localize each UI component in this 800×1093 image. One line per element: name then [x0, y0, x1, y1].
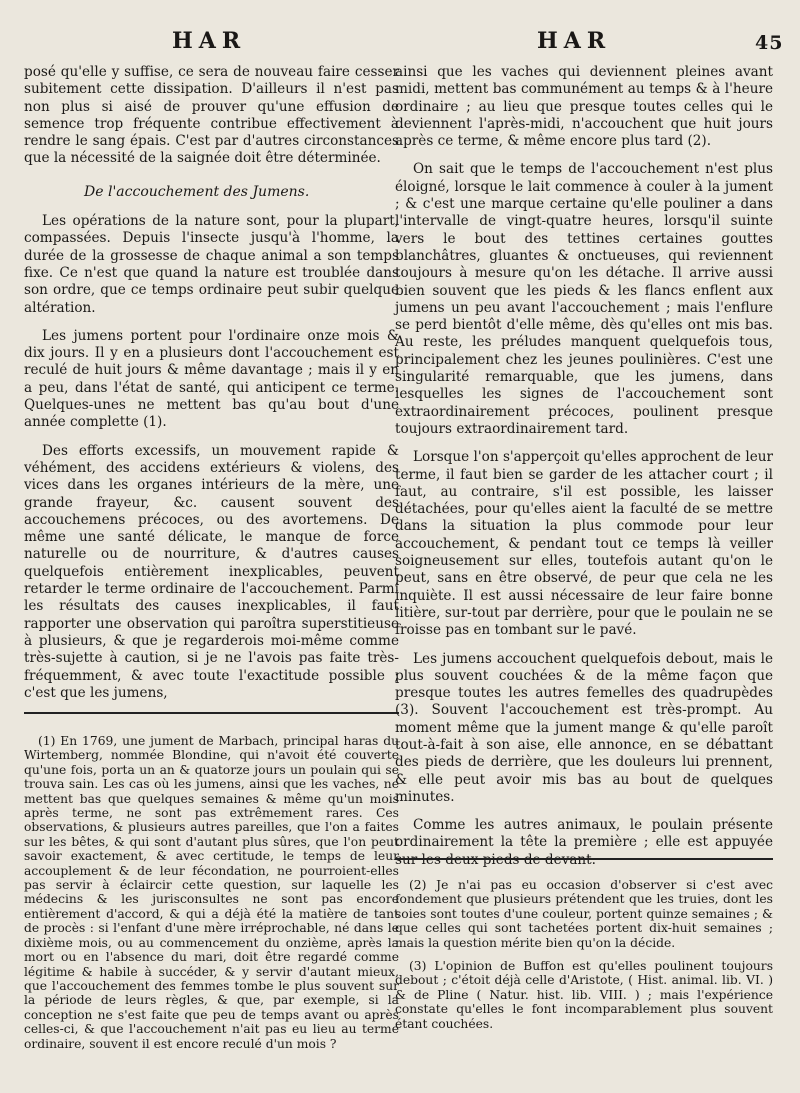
- paragraph: Lorsque l'on s'apperçoit qu'elles approchent de leur terme, il faut bien se garder de les attacher court ; il faut, au contraire, s'il est possible, les laisser détachées, pour qu'elles aient la faculté de se mettre dans la situation la plus commode pour leur accouchement, & pendant tout ce temps là veiller soigneusement sur elles, toutefois autant qu'on le peut, sans en être observé, de peur que cela ne les inquiète. Il est aussi nécessaire de leur faire bonne litière, sur-tout par derrière, pour que le poulain ne se froisse pas en tombant sur le pavé.: [395, 449, 773, 639]
- right-footnotes: [395, 858, 773, 1031]
- footnote-1: (1) En 1769, une jument de Marbach, principal haras du Wirtemberg, nommée Blondine, qui n'avoit été couverte qu'une fois, porta un an & quatorze jours un poulain qui se trouva sain. Les cas où les jumens, ainsi que les vaches, ne mettent bas que quelques semaines & même qu'un mois après terme, ne sont pas extrêmement rares. Ces observations, & plusieurs autres pareilles, que l'on a faites sur les bêtes, & qui sont d'autant plus sûres, que l'on peut savoir exactement, & avec certitude, le temps de leur accouplement & de leur fécondation, ne pourroient-elles pas servir à éclaircir cette question, sur laquelle les médecins & les jurisconsultes ne sont pas encore entièrement d'accord, & qui a déjà été la matière de tant de procès : si l'enfant d'une mère irréprochable, né dans le dixième mois, ou au commencement du onzième, après la mort ou en l'absence du mari, doit être regardé comme légitime & habile à succéder, & y servir d'autant mieux, que l'accouchement des femmes tombe le plus souvent sur la période de leurs règles, & que, par exemple, si la conception ne s'est faite que peu de temps avant ou après celles-ci, & que l'accouchement n'ait pas eu lieu au terme ordinaire, souvent il est encore reculé d'un mois ?: [24, 734, 399, 1051]
- paragraph: ainsi que les vaches qui deviennent pleines avant midi, mettent bas communément au temps & à l'heure ordinaire ; au lieu que presque toutes celles qui le deviennent l'après-midi, n'accouchent que huit jours après ce terme, & même encore plus tard (2).: [395, 64, 773, 150]
- paragraph: posé qu'elle y suffise, ce sera de nouveau faire cesser subitement cette dissipation. D'ailleurs il n'est pas non plus si aisé de prouver qu'une effusion de semence trop fréquente contribue effectivement à rendre le sang épais. C'est par d'autres circonstances que la nécessité de la saignée doit être déterminée.: [24, 64, 399, 167]
- paragraph: Des efforts excessifs, un mouvement rapide & véhément, des accidens extérieurs & violens, des vices dans les organes intérieurs de la mère, une grande frayeur, &c. causent souvent des accouchemens précoces, ou des avortemens. De même une santé délicate, le manque de force naturelle ou de nourriture, & d'autres causes quelquefois entièrement inexplicables, peuvent retarder le terme ordinaire de l'accouchement. Parmi les résultats des causes inexplicables, il faut rapporter une observation qui paroîtra superstitieuse à plusieurs, & que je regarderois moi-même comme très-sujette à caution, si je ne l'avois pas faite très-fréquemment, & avec toute l'exactitude possible ; c'est que les jumens,: [24, 442, 399, 701]
- footnote-3: (3) L'opinion de Buffon est qu'elles poulinent toujours debout ; c'étoit déjà celle d'Aristote, ( Hist. animal. lib. VI. ) & de Pline ( Natur. hist. lib. VIII. ) ; mais l'expérience constate qu'elles le font incomparablement plus souvent étant couchées.: [395, 959, 773, 1031]
- right-column: [395, 64, 773, 869]
- running-head-left: HAR: [172, 28, 247, 54]
- footnote-2: (2) Je n'ai pas eu occasion d'observer si c'est avec fondement que plusieurs prétendent que les truies, dont les soies sont toutes d'une couleur, portent quinze semaines ; & que celles qui sont tachetées portent dix-huit semaines ; mais la question mérite bien qu'on la décide.: [395, 878, 773, 950]
- paragraph: Comme les autres animaux, le poulain présente ordinairement la tête la première ; elle est appuyée sur les deux pieds de devant.: [395, 817, 773, 868]
- paragraph: On sait que le temps de l'accouchement n'est plus éloigné, lorsque le lait commence à couler à la jument ; & c'est une marque certaine qu'elle pouliner a dans l'intervalle de vingt-quatre heures, lorsqu'il suinte vers le bout des tettines certaines gouttes blanchâtres, gluantes & onctueuses, qui reviennent toujours à mesure qu'on les détache. Il arrive aussi bien souvent que les pieds & les flancs enflent aux jumens un peu avant l'accouchement ; mais l'enflure se perd bientôt d'elle même, dès qu'elles ont mis bas. Au reste, les préludes manquent quelquefois tous, principalement chez les jeunes poulinières. C'est une singularité remarquable, que les jumens, dans lesquelles les signes de l'accouchement sont extraordinairement précoces, poulinent presque toujours extraordinairement tard.: [395, 161, 773, 437]
- footnote-rule: [24, 712, 399, 714]
- left-column: [24, 64, 399, 702]
- section-heading: De l'accouchement des Jumens.: [84, 183, 310, 200]
- paragraph: Les jumens portent pour l'ordinaire onze mois & dix jours. Il y en a plusieurs dont l'accouchement est reculé de huit jours & même davantage ; mais il y en a peu, dans l'état de santé, qui anticipent ce terme. Quelques-unes ne mettent bas qu'au bout d'une année complette (1).: [24, 327, 399, 431]
- page-number: 45: [755, 32, 784, 54]
- running-head-right: HAR: [537, 28, 612, 54]
- paragraph: Les opérations de la nature sont, pour la plupart, compassées. Depuis l'insecte jusqu'à l'homme, la durée de la grossesse de chaque animal a son temps fixe. Ce n'est que quand la nature est troublée dans son ordre, que ce temps ordinaire peut subir quelque altération.: [24, 213, 399, 316]
- paragraph: Les jumens accouchent quelquefois debout, mais le plus souvent couchées & de la même façon que presque toutes les autres femelles des quadrupèdes (3). Souvent l'accouchement est très-prompt. Au moment même que la jument mange & qu'elle paroît tout-à-fait à son aise, elle annonce, en se débattant des pieds de derrière, que les douleurs lui prennent, & elle peut avoir mis bas au bout de quelques minutes.: [395, 650, 773, 805]
- left-footnotes: [24, 712, 399, 1051]
- footnote-rule: [395, 858, 773, 860]
